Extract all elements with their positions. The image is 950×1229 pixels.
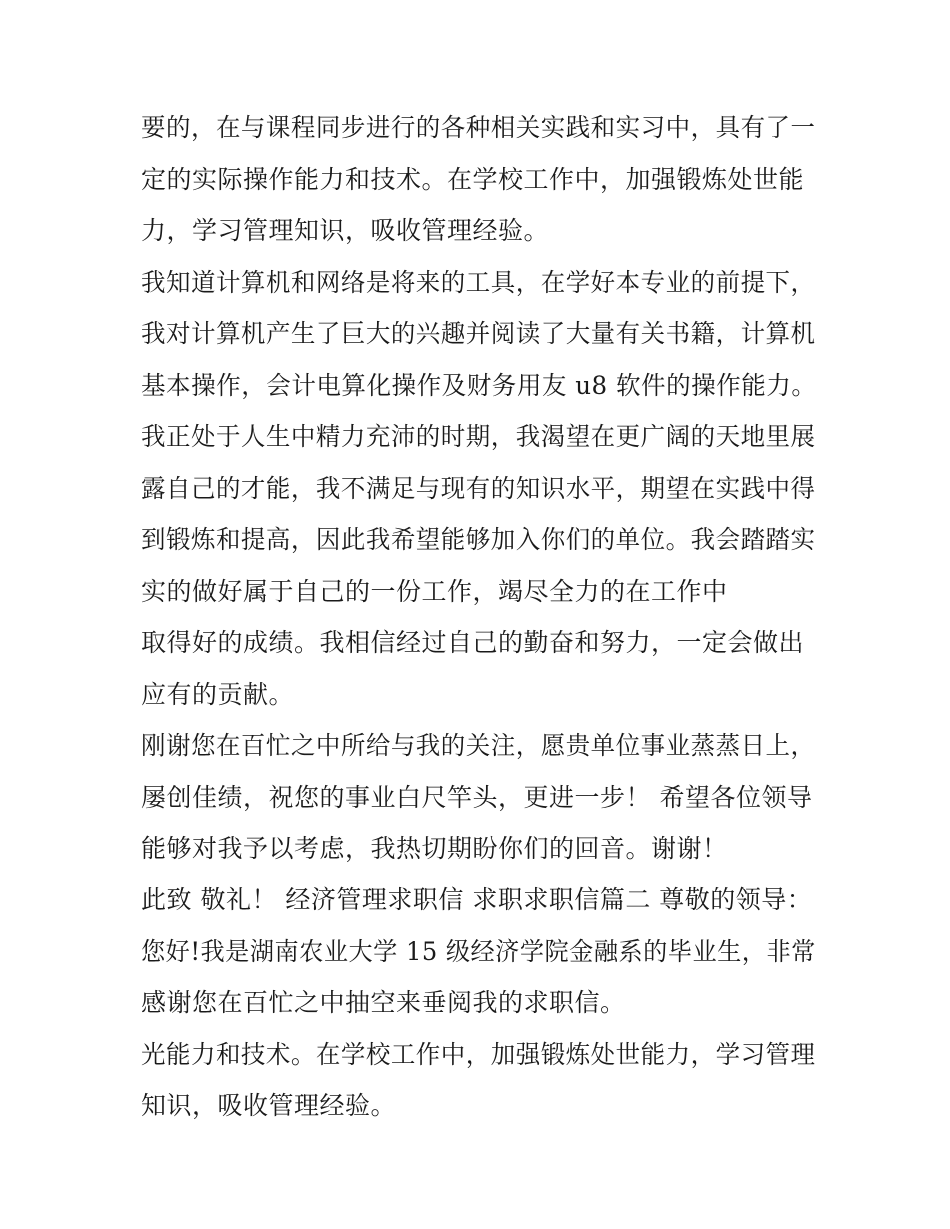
text-line: 能够对我予以考虑，我热切期盼你们的回音。谢谢！ — [141, 834, 728, 863]
text-line: 我知道计算机和网络是将来的工具，在学好本专业的前提下， — [141, 268, 816, 297]
text-line: 基本操作，会计电算化操作及财务用友 u8 软件的操作能力。 — [141, 371, 817, 400]
text-line: 光能力和技术。在学校工作中，加强锻炼处世能力，学习管理 — [141, 1040, 816, 1069]
text-line: 我正处于人生中精力充沛的时期，我渴望在更广阔的天地里展 — [141, 422, 816, 451]
text-line: 屡创佳绩，祝您的事业白尺竿头，更进一步！ 希望各位领导 — [141, 783, 813, 812]
text-line: 刚谢您在百忙之中所给与我的关注，愿贵单位事业蒸蒸日上， — [141, 731, 816, 760]
text-line: 定的实际操作能力和技术。在学校工作中，加强锻炼处世能 — [141, 165, 805, 194]
text-line: 到锻炼和提高，因此我希望能够加入你们的单位。我会踏踏实 — [141, 525, 816, 554]
text-line: 要的，在与课程同步进行的各种相关实践和实习中，具有了一 — [141, 113, 816, 142]
text-line: 应有的贡献。 — [141, 680, 295, 709]
text-line: 您好!我是湖南农业大学 15 级经济学院金融系的毕业生，非常 — [141, 937, 816, 966]
text-line: 力，学习管理知识，吸收管理经验。 — [141, 216, 550, 245]
text-line: 知识，吸收管理经验。 — [141, 1091, 397, 1120]
text-line: 我对计算机产生了巨大的兴趣并阅读了大量有关书籍，计算机 — [141, 319, 816, 348]
text-line: 此致 敬礼！ 经济管理求职信 求职求职信篇二 尊敬的领导： — [141, 885, 813, 914]
text-line: 露自己的才能，我不满足与现有的知识水平，期望在实践中得 — [141, 474, 816, 503]
text-line: 取得好的成绩。我相信经过自己的勤奋和努力，一定会做出 — [141, 628, 805, 657]
text-line: 感谢您在百忙之中抽空来垂阅我的求职信。 — [141, 988, 626, 1017]
text-line: 实的做好属于自己的一份工作，竭尽全力的在工作中 — [141, 577, 728, 606]
